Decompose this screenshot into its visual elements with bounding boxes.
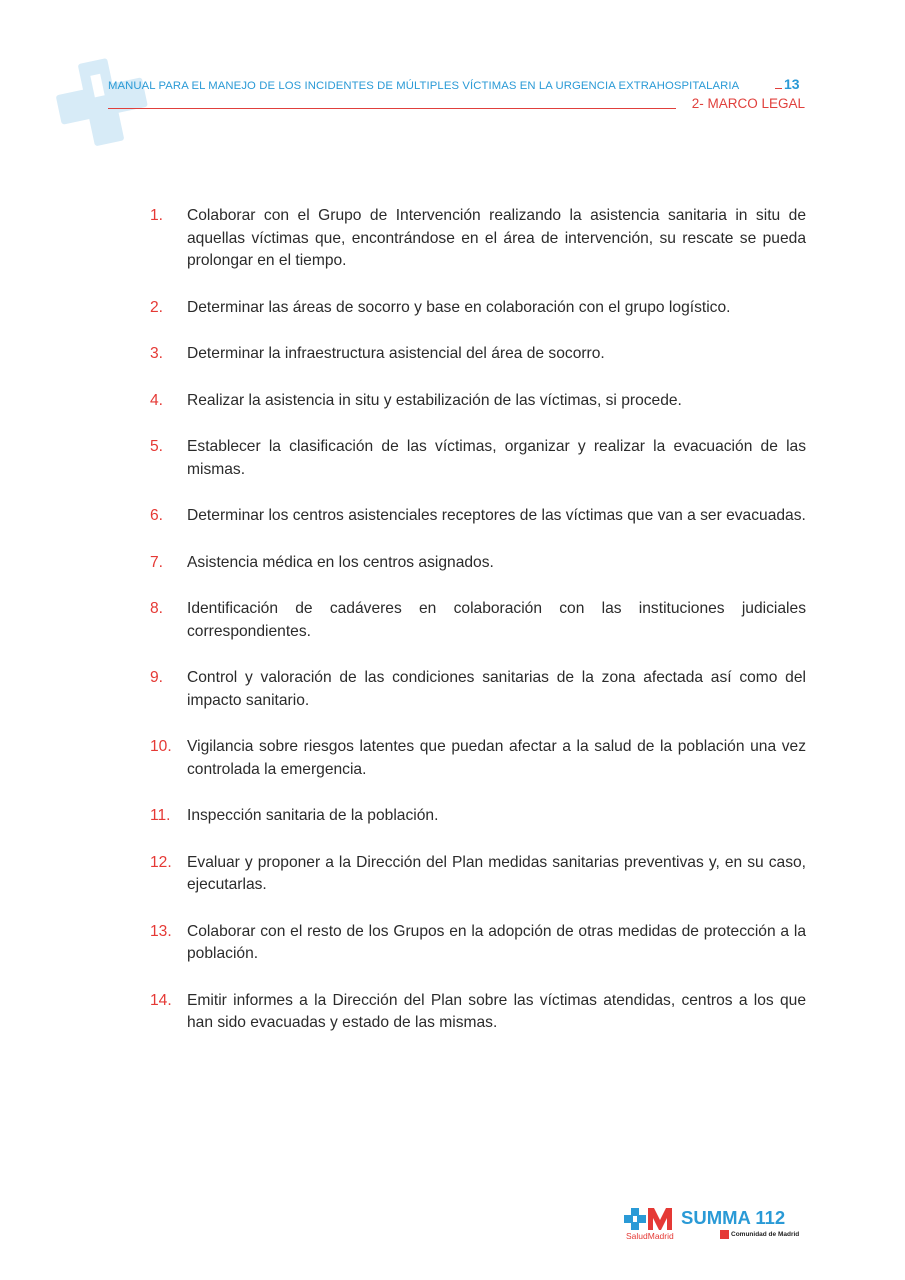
item-text: Determinar los centros asistenciales receptores de las víctimas que van a ser evacuadas. xyxy=(187,507,806,524)
item-text: Realizar la asistencia in situ y estabilización de las víctimas, si procede. xyxy=(187,391,682,409)
item-text: Evaluar y proponer a la Dirección del Plan medidas sanitarias preventivas y, en su caso, ejecutarlas. xyxy=(187,853,806,893)
list-item xyxy=(150,990,806,1035)
list-item xyxy=(150,805,806,828)
comunidad-madrid-label: Comunidad de Madrid xyxy=(731,1231,800,1238)
item-text: Vigilancia sobre riesgos latentes que puedan afectar a la salud de la población una vez controlada la emergencia. xyxy=(187,738,806,778)
item-number: 12. xyxy=(150,853,172,871)
item-number: 1. xyxy=(150,207,164,224)
item-text: Control y valoración de las condiciones sanitarias de la zona afectada así como del impacto sanitario. xyxy=(187,669,806,709)
section-label: 2- MARCO LEGAL xyxy=(691,96,805,111)
list-item xyxy=(150,852,806,897)
item-number: 6. xyxy=(150,507,164,524)
item-number: 14. xyxy=(150,991,172,1009)
item-number: 3. xyxy=(150,345,164,362)
list-item xyxy=(150,343,806,366)
list-item xyxy=(150,667,806,712)
list-item xyxy=(150,436,806,481)
item-text: Determinar las áreas de socorro y base en colaboración con el grupo logístico. xyxy=(187,298,731,316)
header-divider xyxy=(108,108,676,109)
salud-madrid-label: SaludMadrid xyxy=(626,1231,674,1241)
item-number: 13. xyxy=(150,922,172,940)
item-text: Emitir informes a la Dirección del Plan sobre las víctimas atendidas, centros a los que han sido evacuadas y estado de las mismas. xyxy=(187,991,806,1031)
item-text: Establecer la clasificación de las víctimas, organizar y realizar la evacuación de las mismas. xyxy=(187,438,806,478)
item-number: 9. xyxy=(150,669,164,686)
summa-cross-watermark-icon xyxy=(52,56,152,148)
item-text: Identificación de cadáveres en colaboración con las instituciones judiciales correspondientes. xyxy=(187,600,806,640)
list-item xyxy=(150,552,806,575)
list-item xyxy=(150,598,806,643)
item-number: 5. xyxy=(150,438,164,455)
comunidad-flag-icon xyxy=(720,1230,729,1239)
item-number: 7. xyxy=(150,553,164,571)
item-number: 8. xyxy=(150,600,164,617)
list-item xyxy=(150,505,806,528)
list-item xyxy=(150,205,806,273)
item-text: Inspección sanitaria de la población. xyxy=(187,807,439,824)
item-text: Colaborar con el Grupo de Intervención realizando la asistencia sanitaria in situ de aquellas víctimas que, encontrándose en el área de intervención, su rescate se pueda prolongar en el tiempo. xyxy=(187,207,806,269)
document-title: MANUAL PARA EL MANEJO DE LOS INCIDENTES DE MÚLTIPLES VÍCTIMAS EN LA URGENCIA EXTRAHOSPITALARIA xyxy=(108,80,740,92)
functions-list xyxy=(150,205,806,1059)
item-number: 4. xyxy=(150,391,164,409)
list-item xyxy=(150,390,806,413)
item-number: 10. xyxy=(150,738,172,755)
item-number: 2. xyxy=(150,298,164,316)
item-text: Asistencia médica en los centros asignados. xyxy=(187,553,494,571)
page-number: 13 xyxy=(784,76,800,92)
item-number: 11. xyxy=(150,807,171,824)
header-dash xyxy=(775,88,782,89)
item-text: Determinar la infraestructura asistencial del área de socorro. xyxy=(187,345,605,362)
list-item xyxy=(150,736,806,781)
item-text: Colaborar con el resto de los Grupos en la adopción de otras medidas de protección a la población. xyxy=(187,922,806,962)
list-item xyxy=(150,921,806,966)
summa-112-label: SUMMA 112 xyxy=(681,1207,786,1228)
list-item xyxy=(150,297,806,320)
